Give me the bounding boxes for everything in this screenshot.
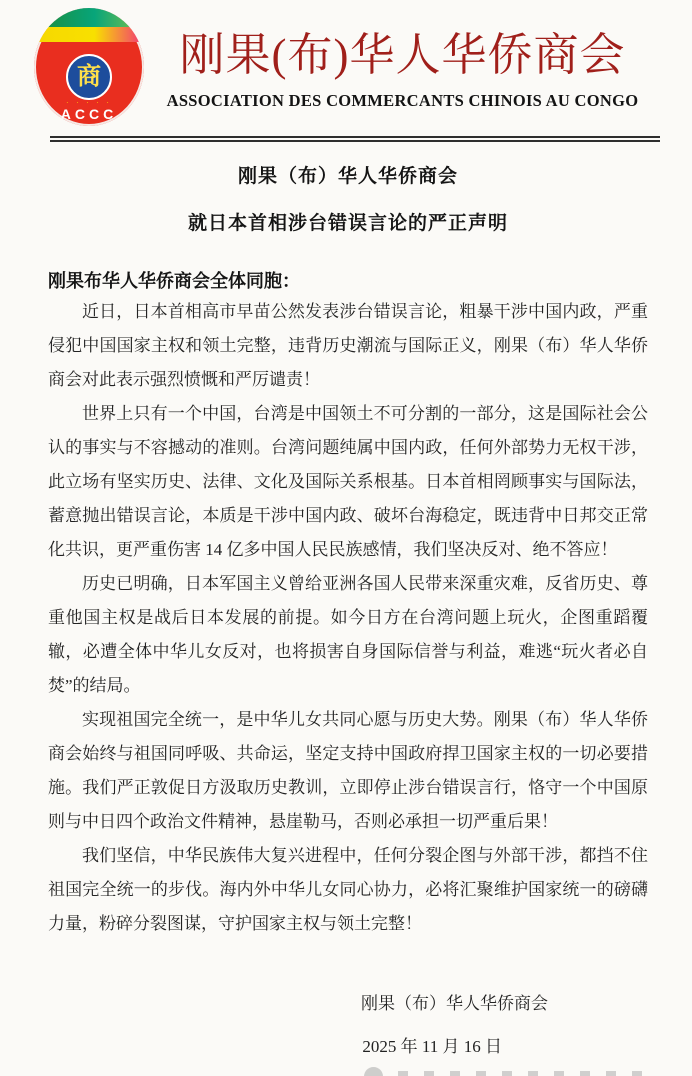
statement-paragraph: 我们坚信，中华民族伟大复兴进程中，任何分裂企图与外部干涉，都挡不住祖国完全统一的步伐。海内外中华儿女同心协力，必将汇聚维护国家统一的磅礴力量，粉碎分裂图谋，守护国家主权与领土完整！ (48, 846, 648, 933)
logo-dots: · · · · · (66, 99, 112, 107)
signoff-block (48, 987, 648, 1064)
statement-body (0, 164, 692, 1064)
logo-acronym: ACCC (60, 106, 118, 122)
org-name-fr: ASSOCIATION DES COMMERCANTS CHINOIS AU CONGO (166, 91, 639, 110)
clipped-watermark-text (398, 1071, 658, 1076)
salutation: 刚果布华人华侨商会全体同胞： (48, 271, 300, 291)
statement-paragraph: 近日，日本首相高市早苗公然发表涉台错误言论，粗暴干涉中国内政，严重侵犯中国国家主权和领土完整，违背历史潮流与国际正义，刚果（布）华人华侨商会对此表示强烈愤慨和严厉谴责！ (48, 302, 648, 389)
clipped-watermark-icon (364, 1067, 383, 1076)
letterhead (0, 0, 692, 138)
statement-subtitle: 就日本首相涉台错误言论的严正声明 (187, 213, 508, 234)
org-name-zh: 刚果(布)华人华侨商会 (179, 30, 626, 80)
statement-paragraph: 历史已明确，日本军国主义曾给亚洲各国人民带来深重灾难，反省历史、尊重他国主权是战后日本发展的前提。如今日方在台湾问题上玩火，企图重蹈覆辙，必遭全体中华儿女反对，也将损害自身国际信誉与利益，难逃“玩火者必自焚”的结局。 (48, 574, 648, 695)
letterhead-divider (50, 136, 660, 142)
signoff-date: 2025 年 11 月 16 日 (362, 1037, 502, 1056)
logo-yellow-band (34, 27, 144, 42)
accc-logo-icon (34, 8, 144, 126)
statement-paragraph: 实现祖国完全统一，是中华儿女共同心愿与历史大势。刚果（布）华人华侨商会始终与祖国同呼吸、共命运，坚定支持中国政府捍卫国家主权的一切必要措施。我们严正敦促日方汲取历史教训，立即停止涉台错误言行，恪守一个中国原则与中日四个政治文件精神，悬崖勒马，否则必承担一切严重后果！ (48, 710, 648, 831)
statement-title: 刚果（布）华人华侨商会 (237, 166, 458, 187)
signoff-org: 刚果（布）华人华侨商会 (361, 994, 548, 1013)
logo-green-band (34, 8, 144, 27)
logo-emblem-glyph: 商 (77, 64, 101, 90)
statement-paragraph: 世界上只有一个中国，台湾是中国领土不可分割的一部分，这是国际社会公认的事实与不容撼动的准则。台湾问题纯属中国内政，任何外部势力无权干涉，此立场有坚实历史、法律、文化及国际关系根基。日本首相罔顾事实与国际法，蓄意抛出错误言论，本质是干涉中国内政、破坏台海稳定，既违背中日邦交正常化共识，更严重伤害 14 亿多中国人民民族感情，我们坚决反对、绝不答应！ (48, 404, 648, 559)
logo-emblem-icon (66, 54, 112, 100)
letterhead-text (150, 24, 655, 111)
